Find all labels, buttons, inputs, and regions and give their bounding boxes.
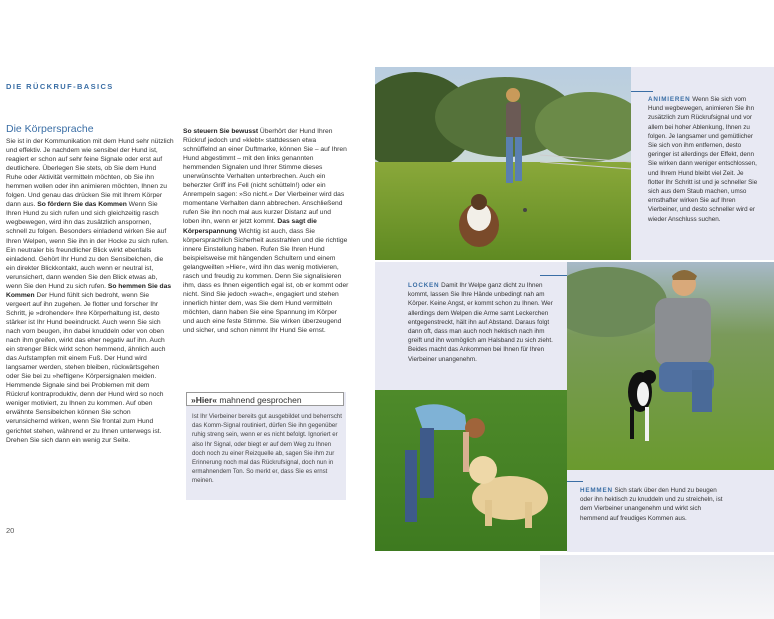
photo-locken bbox=[567, 262, 774, 470]
col1-paragraph-2: Wenn Sie Ihren Hund zu sich rufen und sich gleichzeitig rasch wegbewegen, wird ihn das zusätzlich anspornen, schnell zu folgen. Besonders einladend wirken Sie auf Ihren Welpen, wenn Sie ihn in der Hocke zu sich rufen. Ein neutraler bis freundlicher Blick wirkt ebenfalls einladend. Gehört Ihr Hund zu den Sensibelchen, die ein direkter Blickkontakt, auch wenn er neutral ist, verunsichert, dann wenden Sie den Blick etwas ab, wenn Sie den Hund zu sich rufen. bbox=[6, 201, 169, 290]
col2-subheading-steuern: So steuern Sie bewusst bbox=[183, 128, 259, 135]
col1-paragraph-1: Sie ist in der Kommunikation mit dem Hund sehr nützlich und effektiv. Je nachdem wie sensibel der Hund ist, reagiert er schon auf sehr feine Signale oder erst auf deutlichere. Überlegen Sie stets, ob Sie dem Hund Ruhe oder Aktivität vermitteln möchten, ob Sie ihn hemmen wollen oder ihn animieren möchten, Ihnen zu folgen. Und genau das drücken Sie mit Ihrem Körper dann aus. bbox=[6, 138, 174, 209]
tip-box-text: Ist Ihr Vierbeiner bereits gut ausgebildet und beherrscht das Komm-Signal routiniert, dürfen Sie ihn gegenüber ruhig streng sein, wenn er es nicht befolgt. Ignoriert er also Ihr Signal, oder biegt er auf dem Weg zu Ihnen doch noch zu einer Reizquelle ab, sagen Sie ihm zur Erinnerung noch mal das Rückrufsignal, doch nun in ermahnendem Ton. So merkt er, dass Sie es ernst meinen. bbox=[192, 413, 342, 485]
col1-subheading-hemmen: So hemmen Sie das Kommen bbox=[6, 282, 172, 299]
col2-paragraph-1: Überhört der Hund Ihren Rückruf jedoch und »klebt« stattdessen etwa schnüffelnd an einer Duftmarke, können Sie – auf Ihren Hund abgestimmt – mit den links genannten hemmenden Signalen und Ihrer Stimme dieses unerwünschte Verhalten unterbrechen. Auch ein beherzter Griff ins Fell (nicht schütteln!) oder ein Anrempeln sagen: »So nicht.« Der Vierbeiner wird das momentane Verhalten dann abbrechen. Anschließend rufen Sie ihn noch mal aus kurzer Distanz auf und loben ihn, wenn er jetzt kommt. bbox=[183, 128, 347, 226]
col1-paragraph-3: Der Hund fühlt sich bedroht, wenn Sie vergeert auf ihn zugehen. Je flotter und forscher Ihr Schritt, je »drohender« Ihre Körperhaltung ist, desto stärker ist Ihr Hund beeindruckt. Auch wenn Sie sich nach vorn beugen, ihn dabei knuddeln oder von oben nach ihm greifen, wirkt das eher negativ auf ihn. Auch ein strenger Blick wirkt schon hemmend, ähnlich auch das Aufstampfen mit einem Fuß. Der Hund wird langsamer werden, stehen bleiben, rückwärtsgehen oder Sie bei zu »heftigen« Körpersignalen meiden. Hemmende Signale sind bei Problemen mit dem Rückruf kontraproduktiv, denn der Hund wird so noch weniger motiviert, zu Ihnen zu kommen. Auf oben erwähnte Sensibelchen können Sie schon verunsichernd wirken, wenn Sie frontal zum Hund gerichtet stehen, während er zu Ihnen unterwegs ist. Drehen Sie sich dann ein wenig zur Seite. bbox=[6, 291, 166, 444]
caption-keyword-animieren: ANIMIEREN bbox=[648, 96, 691, 103]
text-column-1 bbox=[6, 137, 174, 445]
caption-locken bbox=[408, 281, 553, 364]
section-label: DIE RÜCKRUF-BASICS bbox=[6, 82, 114, 91]
col1-subheading-foerdern: So fördern Sie das Kommen bbox=[37, 201, 127, 209]
caption-rule bbox=[567, 481, 583, 482]
tip-title-bold: »Hier« bbox=[191, 395, 217, 405]
photo-animieren bbox=[375, 67, 631, 260]
page-number: 20 bbox=[6, 526, 15, 535]
caption-rule bbox=[631, 91, 653, 92]
col2-paragraph-2: Wichtig ist auch, dass Sie körpersprachlich Sicherheit ausstrahlen und die richtige innere Einstellung haben. Rufen Sie Ihren Hund beispielsweise mit hängenden Schultern und einem gelangweilten »Hier«, wird ihn das wenig motivieren, rasch und freudig zu kommen. Denn Sie signalisieren ihm, dass es Ihnen eigentlich egal ist, ob er kommt oder nicht. Sind Sie jedoch »wach«, engagiert und stehen innerlich hinter dem, was Sie dem Hund vermitteln möchten, dann haben Sie eine Spannung im Körper und auch eine feste Stimme. Sie wirken überzeugend und sicher, und schon nimmt Ihr Hund Sie ernst. bbox=[183, 227, 349, 335]
tip-box-title bbox=[186, 392, 344, 406]
caption-rule bbox=[540, 275, 567, 276]
caption-keyword-hemmen: HEMMEN bbox=[580, 487, 613, 494]
col2-subheading-koerperspannung: Das sagt die Körperspannung bbox=[183, 218, 317, 235]
caption-keyword-locken: LOCKEN bbox=[408, 282, 440, 289]
page-edge-shadow bbox=[540, 555, 774, 619]
caption-animieren bbox=[648, 95, 760, 224]
tip-title-rest: mahnend gesprochen bbox=[217, 395, 302, 405]
caption-text-hemmen: Sich stark über den Hund zu beugen oder ihn hektisch zu knuddeln und zu streicheln, ist dem Vierbeiner unangenehm und wirkt sich hemmend auf freudiges Kommen aus. bbox=[580, 487, 723, 522]
caption-hemmen bbox=[580, 486, 725, 523]
caption-text-locken: Damit Ihr Welpe ganz dicht zu Ihnen kommt, lassen Sie Ihre Hände unbedingt nah am Körper. Keine Angst, er kommt schon zu Ihnen. Wer allerdings dem Welpen die Arme samt Leckerchen entgegenstreckt, hält ihn auf Abstand. Daraus folgt dann oft, dass man auch noch hektisch nach ihm greift und ihn womöglich am Halsband zu sich zieht. Beides macht das Ankommen bei Ihnen für Ihren Vierbeiner unangenehm. bbox=[408, 282, 553, 363]
photo-hemmen bbox=[375, 390, 567, 551]
page-heading: Die Körpersprache bbox=[6, 123, 94, 135]
text-column-2 bbox=[183, 127, 349, 335]
caption-text-animieren: Wenn Sie sich vom Hund wegbewegen, animieren Sie ihn zusätzlich zum Rückrufsignal und vor allem bei hoher Ablenkung, Ihnen zu folgen. Je langsamer und gemütlicher Sie sich von ihm entfernen, desto geringer ist allerdings der Effekt, denn Sie wirken dann weniger entschlossen, und Ihrem Hund bleibt viel Zeit. Je flotter Ihr Schritt ist und je schneller Sie sich aus dem Staub machen, umso ernsthafter wirken Sie auf Ihren Vierbeiner, und desto schneller wird er wieder Anschluss suchen. bbox=[648, 96, 758, 223]
